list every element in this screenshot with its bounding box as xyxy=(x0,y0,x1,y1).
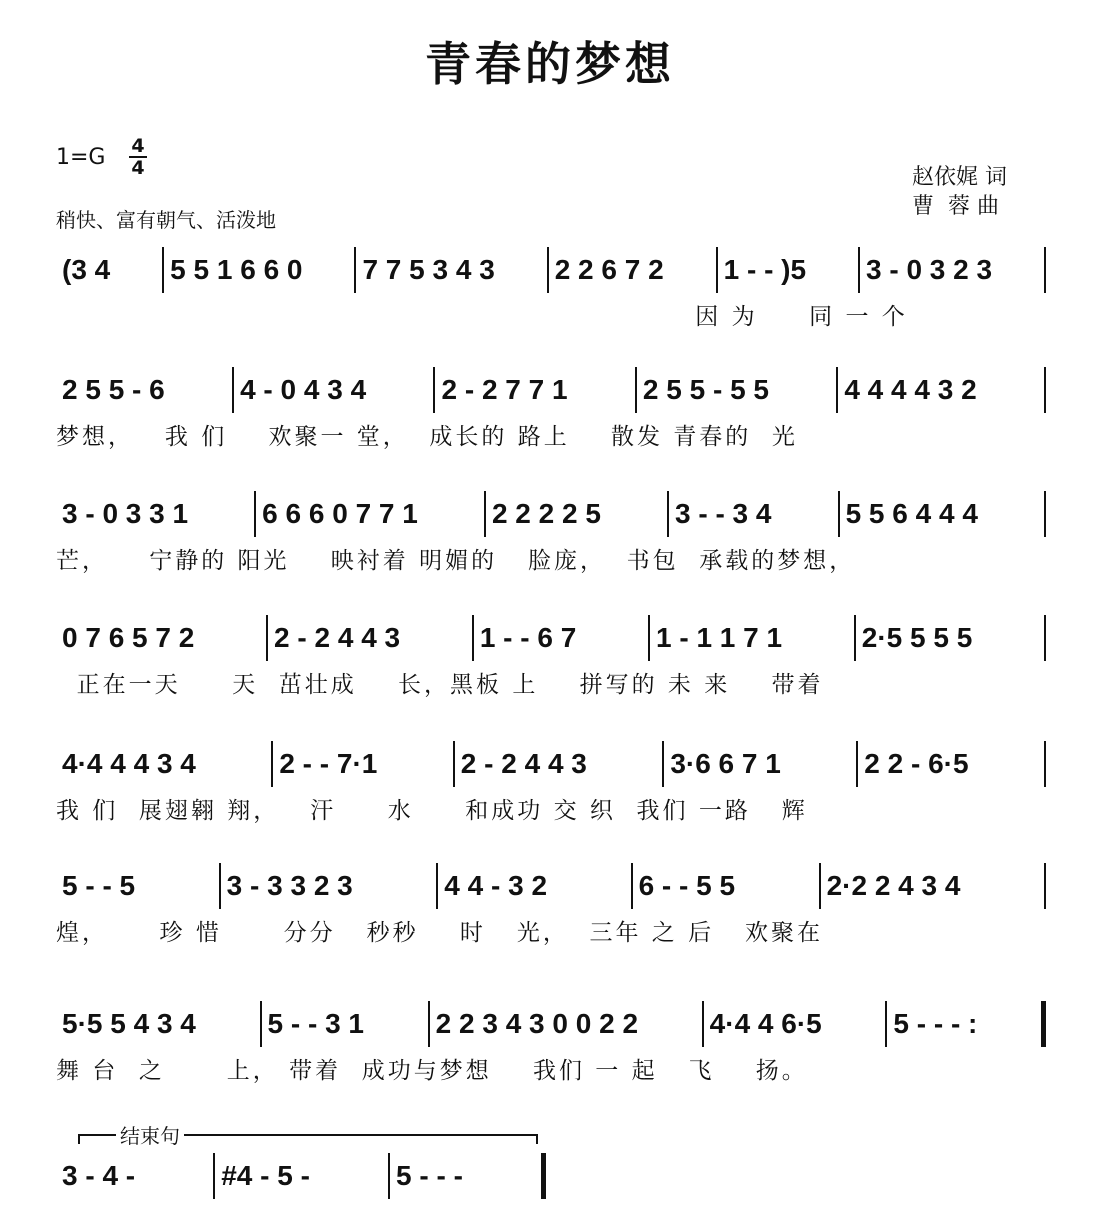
lyricist-credit: 赵依娓 词 xyxy=(912,165,1007,190)
measure: (3 4 xyxy=(62,254,111,285)
barline xyxy=(1044,247,1046,293)
measure: 3 - 0 3 3 1 xyxy=(62,498,189,529)
measure: 5 - - 3 1 xyxy=(267,1008,364,1039)
notation-line xyxy=(56,612,1046,664)
measure: 4 4 4 4 3 2 xyxy=(844,374,977,405)
credits xyxy=(912,163,1007,221)
lyrics-line: 芒， 宁静的 阳光 映衬着 明媚的 脸庞， 书包 承载的梦想， xyxy=(56,548,856,574)
barline xyxy=(1044,741,1046,787)
measure: 2 2 6 7 2 xyxy=(554,254,664,285)
tempo-marking: 稍快、富有朝气、活泼地 xyxy=(56,208,276,232)
lyrics-line: 煌， 珍 惜 分分 秒秒 时 光， 三年 之 后 欢聚在 xyxy=(56,920,824,946)
measure: 4 - 0 4 3 4 xyxy=(240,374,367,405)
notation-line xyxy=(56,244,1046,296)
measure: 2 2 3 4 3 0 0 2 2 xyxy=(435,1008,639,1039)
repeat-end-barline xyxy=(1041,1001,1046,1047)
song-title: 青春的梦想 xyxy=(425,37,675,91)
coda-measure: 3 - 4 - xyxy=(62,1160,136,1191)
measure: 7 7 5 3 4 3 xyxy=(362,254,495,285)
measure: 5·5 5 4 3 4 xyxy=(62,1008,196,1039)
measure: 0 7 6 5 7 2 xyxy=(62,622,195,653)
coda-label: 结束句 xyxy=(116,1120,184,1149)
measure: 1 - 1 1 7 1 xyxy=(655,622,783,653)
measure: 3·6 6 7 1 xyxy=(670,748,781,779)
time-signature-numerator: 4 xyxy=(131,135,145,157)
measure: 1 - - )5 xyxy=(723,254,807,285)
coda-measure: #4 - 5 - xyxy=(221,1160,310,1191)
measure: 3 - 0 3 2 3 xyxy=(866,254,993,285)
measure: 2 2 2 2 5 xyxy=(491,498,601,529)
lyrics-line: 梦想， 我 们 欢聚一 堂， 成长的 路上 散发 青春的 光 xyxy=(56,424,798,450)
barline xyxy=(1044,367,1046,413)
time-signature xyxy=(127,136,149,178)
notation-line xyxy=(56,738,1046,790)
measure: 2 - 2 7 7 1 xyxy=(441,374,568,405)
measure: 5 5 1 6 6 0 xyxy=(170,254,303,285)
lyrics-line: 因 为 同 一 个 xyxy=(56,304,908,330)
measure: 4·4 4 4 3 4 xyxy=(62,748,196,779)
measure: 2 - 2 4 4 3 xyxy=(274,622,401,653)
notation-line xyxy=(56,364,1046,416)
measure: 6 - - 5 5 xyxy=(638,870,736,901)
notation-line xyxy=(56,488,1046,540)
composer-credit: 曹 蓉 曲 xyxy=(912,194,999,219)
barline xyxy=(1044,615,1046,661)
barline xyxy=(1044,491,1046,537)
key-signature: 1=G xyxy=(56,145,106,170)
measure: 4·4 4 6·5 xyxy=(709,1008,822,1039)
measure: 2 - 2 4 4 3 xyxy=(460,748,587,779)
notation-line xyxy=(56,860,1046,912)
measure: 5 - - 5 xyxy=(62,870,136,901)
lyrics-line: 我 们 展翅翱 翔， 汗 水 和成功 交 织 我们 一路 辉 xyxy=(56,798,808,824)
measure: 4 4 - 3 2 xyxy=(444,870,548,901)
measure: 5 - - - : xyxy=(893,1008,978,1039)
final-barline xyxy=(541,1153,546,1199)
barline xyxy=(1044,863,1046,909)
lyrics-line: 舞 台 之 上， 带着 成功与梦想 我们 一 起 飞 扬。 xyxy=(56,1058,808,1084)
measure: 2·2 2 4 3 4 xyxy=(826,870,961,901)
coda-bracket xyxy=(78,1124,538,1148)
measure: 2 5 5 - 5 5 xyxy=(642,374,769,405)
measure: 2·5 5 5 5 xyxy=(861,622,973,653)
notation-line xyxy=(56,998,1046,1050)
measure: 2 2 - 6·5 xyxy=(864,748,969,779)
coda-measure: 5 - - - xyxy=(396,1160,463,1191)
measure: 3 - - 3 4 xyxy=(675,498,772,529)
measure: 2 - - 7·1 xyxy=(279,748,378,779)
measure: 6 6 6 0 7 7 1 xyxy=(262,498,418,529)
measure: 3 - 3 3 2 3 xyxy=(226,870,353,901)
measure: 2 5 5 - 6 xyxy=(62,374,165,405)
measure: 1 - - 6 7 xyxy=(479,622,577,653)
measure: 5 5 6 4 4 4 xyxy=(845,498,978,529)
time-signature-denominator: 4 xyxy=(131,157,145,179)
lyrics-line: 正在一天 天 茁壮成 长，黑板 上 拼写的 未 来 带着 xyxy=(56,672,824,698)
